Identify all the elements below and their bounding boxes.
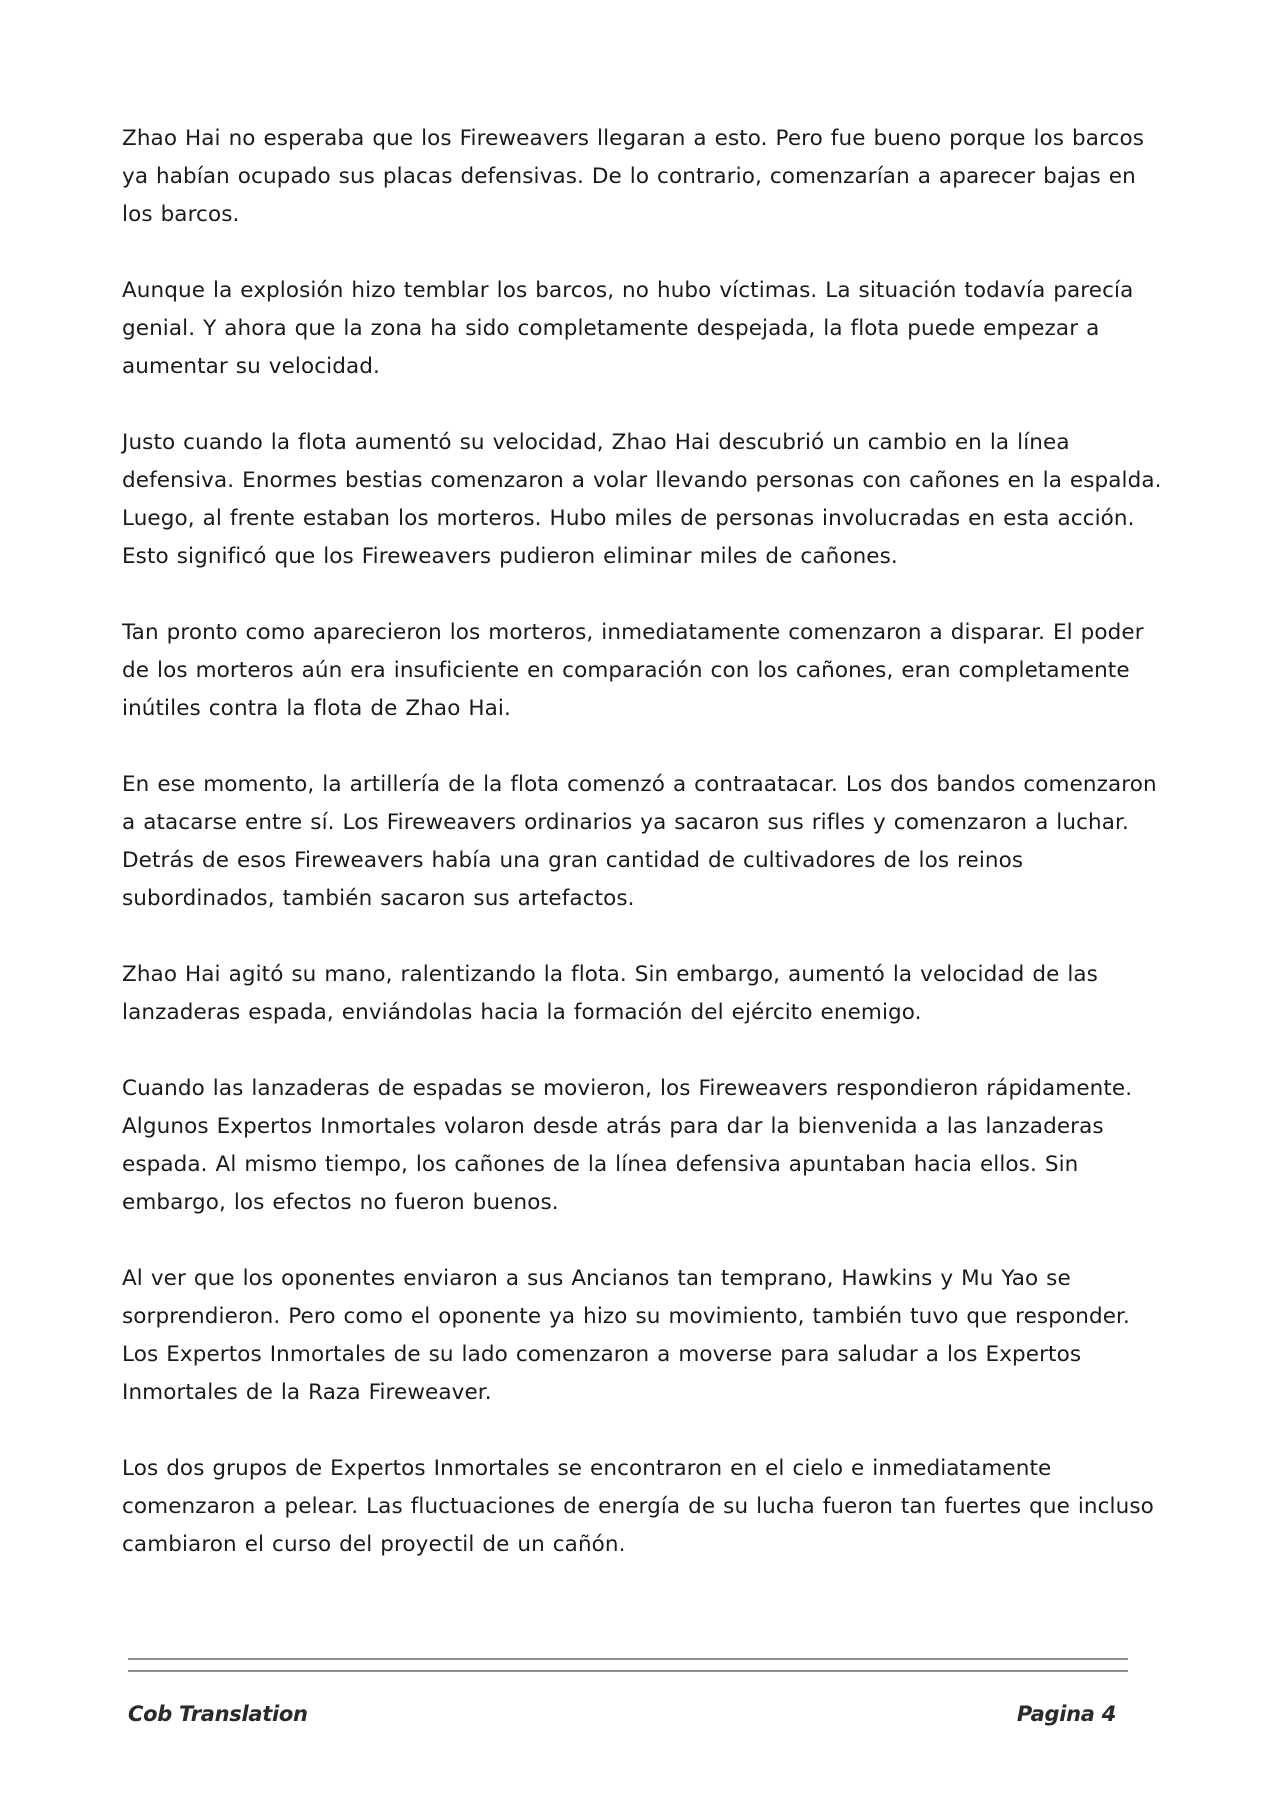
document-body [122,120,1162,1602]
paragraph: Zhao Hai no esperaba que los Fireweavers llegaran a esto. Pero fue bueno porque los barcos ya habían ocupado sus placas defensivas. De lo contrario, comenzarían a aparecer bajas en los barcos. [122,126,1145,227]
paragraph: Cuando las lanzaderas de espadas se movieron, los Fireweavers respondieron rápidamente. Algunos Expertos Inmortales volaron desde atrás para dar la bienvenida a las lanzaderas espada. Al mismo tiempo, los cañones de la línea defensiva apuntaban hacia ellos. Sin embargo, los efectos no fueron buenos. [122,1076,1133,1215]
paragraph: Los dos grupos de Expertos Inmortales se encontraron en el cielo e inmediatamente comenzaron a pelear. Las fluctuaciones de energía de su lucha fueron tan fuertes que incluso cambiaron el curso del proyectil de un cañón. [122,1456,1154,1557]
footer-divider-bottom [128,1670,1128,1672]
paragraph: Zhao Hai agitó su mano, ralentizando la flota. Sin embargo, aumentó la velocidad de las lanzaderas espada, enviándolas hacia la formación del ejército enemigo. [122,962,1098,1025]
paragraph: En ese momento, la artillería de la flota comenzó a contraatacar. Los dos bandos comenzaron a atacarse entre sí. Los Fireweavers ordinarios ya sacaron sus rifles y comenzaron a luchar. Detrás de esos Fireweavers había una gran cantidad de cultivadores de los reinos subordinados, también sacaron sus artefactos. [122,772,1157,911]
footer-divider-top [128,1658,1128,1660]
footer-page-number: Pagina 4 [1016,1702,1116,1726]
paragraph: Aunque la explosión hizo temblar los barcos, no hubo víctimas. La situación todavía parecía genial. Y ahora que la zona ha sido completamente despejada, la flota puede empezar a aumentar su velocidad. [122,278,1134,379]
paragraph: Tan pronto como aparecieron los morteros, inmediatamente comenzaron a disparar. El poder de los morteros aún era insuficiente en comparación con los cañones, eran completamente inútiles contra la flota de Zhao Hai. [122,620,1144,721]
footer-translator-credit: Cob Translation [128,1702,308,1726]
paragraph: Al ver que los oponentes enviaron a sus Ancianos tan temprano, Hawkins y Mu Yao se sorprendieron. Pero como el oponente ya hizo su movimiento, también tuvo que responder. Los Expertos Inmortales de su lado comenzaron a moverse para saludar a los Expertos Inmortales de la Raza Fireweaver. [122,1266,1130,1405]
paragraph: Justo cuando la flota aumentó su velocidad, Zhao Hai descubrió un cambio en la línea defensiva. Enormes bestias comenzaron a volar llevando personas con cañones en la espalda. Luego, al frente estaban los morteros. Hubo miles de personas involucradas en esta acción. Esto significó que los Fireweavers pudieron eliminar miles de cañones. [122,430,1162,569]
